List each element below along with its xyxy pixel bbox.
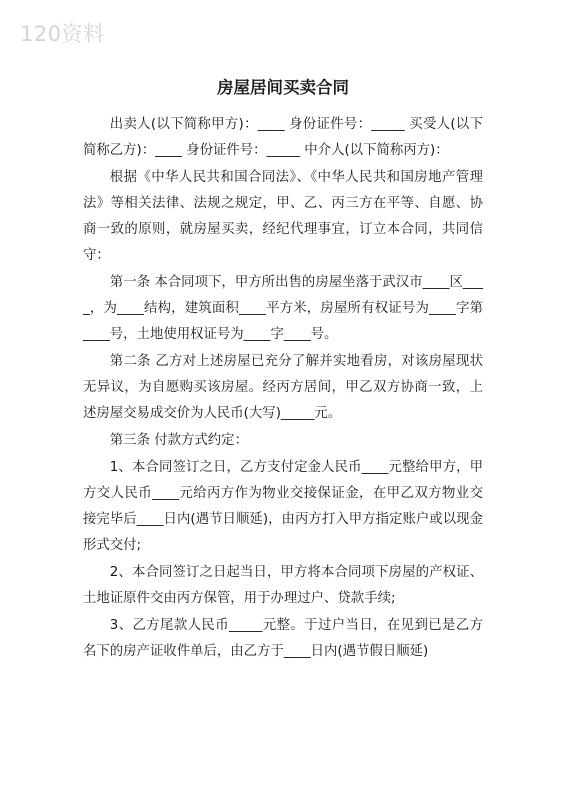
paragraph-article-2: 第二条 乙方对上述房屋已充分了解并实地看房，对该房屋现状无异议，为自愿购买该房屋。经丙方居间，甲乙双方协商一致，上述房屋交易成交价为人民币(大写)_____元。 xyxy=(83,354,483,421)
paragraph-clause-3: 3、乙方尾款人民币_____元整。于过户当日，在见到已是乙方名下的房产证收件单后，由乙方于____日内(遇节假日顺延) xyxy=(83,618,483,659)
paragraph-article-1: 第一条 本合同项下，甲方所出售的房屋坐落于武汉市____区____，为____结构，建筑面积____平方米，房屋所有权证号为____字第____号，土地使用权证号为____字____号。 xyxy=(83,275,483,342)
paragraph-preamble: 根据《中华人民共和国合同法》、《中华人民共和国房地产管理法》等相关法律、法规之规定，甲、乙、丙三方在平等、自愿、协商一致的原则，就房屋买卖，经纪代理事宜，订立本合同，共同信守： xyxy=(83,170,483,263)
paragraph-parties: 出卖人(以下简称甲方)：____ 身份证件号：_____ 买受人(以下简称乙方)：____ 身份证件号：_____ 中介人(以下简称丙方)： xyxy=(83,117,483,158)
paragraph-clause-1: 1、本合同签订之日，乙方支付定金人民币____元整给甲方，甲方交人民币____元给丙方作为物业交接保证金，在甲乙双方物业交接完毕后____日内(遇节日顺延)，由丙方打入甲方指定账户或以现金形式交付; xyxy=(83,460,483,553)
document-title: 房屋居间买卖合同 xyxy=(217,78,349,97)
watermark: 120资料 xyxy=(20,22,105,46)
paragraph-clause-2: 2、本合同签订之日起当日，甲方将本合同项下房屋的产权证、土地证原件交由丙方保管，用于办理过户、贷款手续; xyxy=(83,565,483,606)
paragraph-article-3: 第三条 付款方式约定： xyxy=(109,433,248,448)
document-body xyxy=(83,76,483,666)
